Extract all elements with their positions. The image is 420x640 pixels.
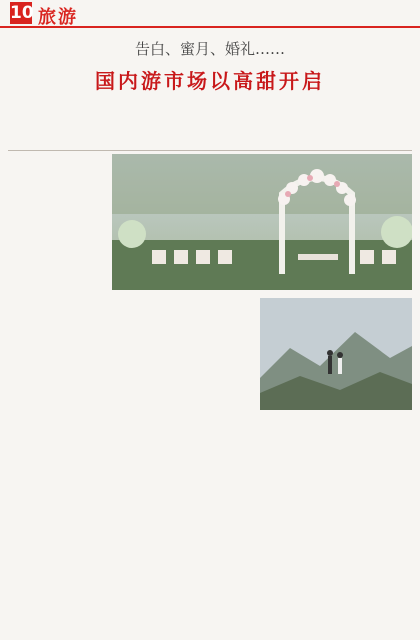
page-number: 10 [10, 3, 34, 23]
headline: 国内游市场以高甜开启 [95, 69, 325, 93]
mountain-couple-photo [260, 298, 412, 410]
section-title: 旅游 [38, 7, 78, 28]
kicker: 告白、蜜月、婚礼…… [134, 40, 285, 58]
inset-photo [260, 298, 412, 410]
feature-photo [112, 154, 412, 290]
divider [8, 150, 412, 151]
garden-scene-photo [112, 154, 412, 290]
masthead [0, 0, 420, 28]
column-left [8, 154, 104, 634]
column-right [260, 416, 412, 580]
lede-paragraph [8, 118, 412, 146]
column-middle [112, 298, 252, 634]
pull-quote [302, 586, 412, 632]
headline-block [0, 30, 420, 118]
